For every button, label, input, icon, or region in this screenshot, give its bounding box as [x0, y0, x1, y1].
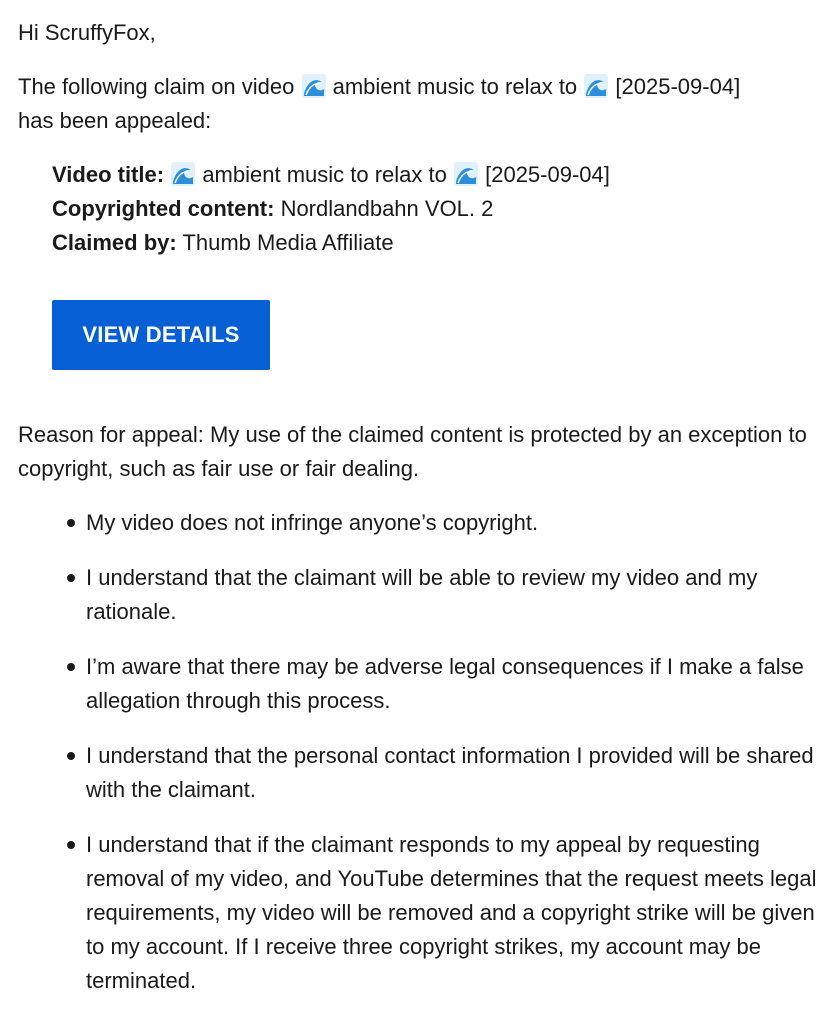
wave-icon [454, 162, 478, 186]
cta-container [52, 300, 818, 370]
greeting: Hi ScruffyFox, [18, 20, 156, 45]
video-title-label: Video title: [52, 162, 165, 187]
claim-details [52, 158, 818, 260]
video-title-date: [2025-09-04] [485, 162, 610, 187]
acknowledgement-text: I understand that the personal contact information I provided will be shared with the claimant. [86, 743, 814, 802]
view-details-button[interactable]: VIEW DETAILS [52, 300, 270, 370]
acknowledgement-list [18, 506, 818, 998]
bullet-icon [67, 841, 75, 849]
list-item [18, 739, 818, 807]
claimed-by-row [52, 226, 818, 260]
intro-video-date: [2025-09-04] [615, 74, 741, 99]
claimed-by-label: Claimed by: [52, 230, 177, 255]
acknowledgement-text: I’m aware that there may be adverse legal consequences if I make a false allegation through this process. [86, 654, 804, 713]
copyrighted-content-row [52, 192, 818, 226]
video-title-name: ambient music to relax to [202, 162, 447, 187]
list-item [18, 506, 818, 540]
video-title-row [52, 158, 818, 192]
bullet-icon [67, 663, 75, 671]
list-item [18, 561, 818, 629]
claimed-by-value: Thumb Media Affiliate [182, 230, 394, 255]
intro-paragraph [18, 70, 818, 138]
wave-icon [584, 74, 608, 98]
reason-for-appeal: Reason for appeal: My use of the claimed content is protected by an exception to copyright, such as fair use or fair dealing. [18, 422, 807, 481]
bullet-icon [67, 519, 75, 527]
bullet-icon [67, 752, 75, 760]
bullet-icon [67, 574, 75, 582]
intro-video-name: ambient music to relax to [332, 74, 578, 99]
acknowledgement-text: My video does not infringe anyone’s copyright. [86, 510, 539, 535]
list-item [18, 828, 818, 998]
acknowledgement-text: I understand that if the claimant responds to my appeal by requesting removal of my video, and YouTube determines that the request meets legal requirements, my video will be removed and a copyright strike will be given to my account. If I receive three copyright strikes, my account may be terminated. [86, 832, 817, 993]
copyrighted-content-value: Nordlandbahn VOL. 2 [280, 196, 494, 221]
acknowledgement-text: I understand that the claimant will be able to review my video and my rationale. [86, 565, 758, 624]
wave-icon [171, 162, 195, 186]
wave-icon [302, 74, 326, 98]
email-body [18, 16, 818, 1019]
list-item [18, 650, 818, 718]
intro-prefix: The following claim on video [18, 74, 295, 99]
copyrighted-content-label: Copyrighted content: [52, 196, 275, 221]
intro-suffix: has been appealed: [18, 108, 212, 133]
